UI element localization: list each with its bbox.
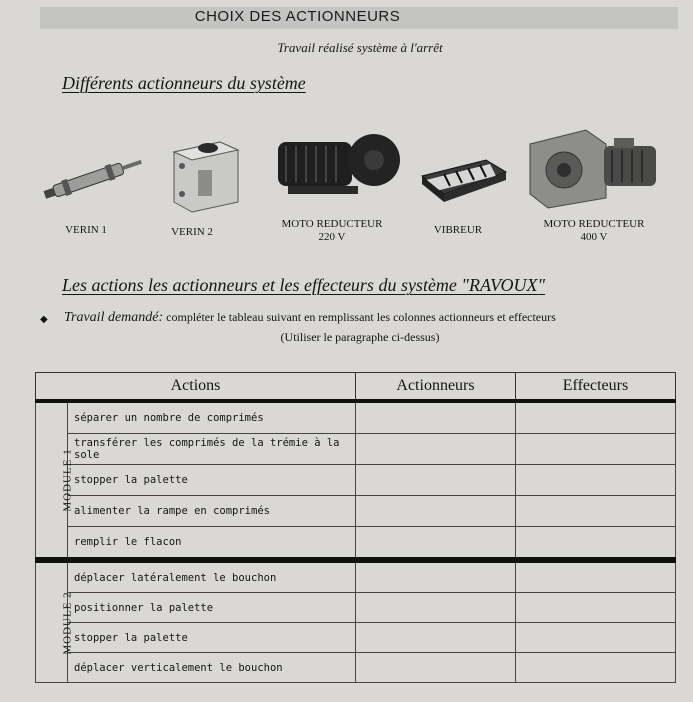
effecteur-input-cell[interactable] [516, 593, 676, 623]
page-title: CHOIX DES ACTIONNEURS [194, 8, 401, 25]
effecteur-input-cell[interactable] [516, 496, 676, 527]
effecteur-input-cell[interactable] [516, 560, 676, 593]
action-cell: remplir le flacon [68, 527, 356, 561]
table-row [36, 527, 676, 561]
actionneur-input-cell[interactable] [356, 434, 516, 465]
action-cell: alimenter la rampe en comprimés [68, 496, 356, 527]
actuator-label-motoreducteur-220 [262, 218, 402, 244]
actuator-voltage: 220 V [318, 231, 346, 243]
actuator-label-motoreducteur-400 [524, 218, 664, 244]
module-1-cell [36, 401, 74, 560]
table-row [36, 465, 676, 496]
actuator-label-verin-1: VERIN 1 [65, 224, 107, 236]
section-heading-actuators: Différents actionneurs du système [62, 73, 306, 93]
table-row [36, 653, 676, 683]
gear-motor-icon [270, 132, 406, 202]
action-cell: stopper la palette [68, 623, 356, 653]
action-cell: positionner la palette [68, 593, 356, 623]
actuator-label-verin-2: VERIN 2 [171, 226, 213, 238]
effecteur-input-cell[interactable] [516, 465, 676, 496]
header-actionneurs: Actionneurs [356, 373, 516, 402]
gear-motor-400-icon [526, 124, 660, 210]
task-instruction: (Utiliser le paragraphe ci-dessus) [280, 330, 440, 344]
actionneur-input-cell[interactable] [356, 401, 516, 434]
actionneur-input-cell[interactable] [356, 623, 516, 653]
action-cell: transférer les comprimés de la trémie à la sole [68, 434, 356, 465]
task-lead: Travail demandé: [64, 310, 164, 325]
table-row [36, 401, 676, 434]
action-cell: déplacer verticalement le bouchon [68, 653, 356, 683]
vibrator-icon [416, 154, 510, 204]
module-2-cell [36, 560, 74, 683]
actionneur-input-cell[interactable] [356, 496, 516, 527]
table-row [36, 434, 676, 465]
actions-table [35, 372, 676, 683]
cylinder-icon [38, 152, 150, 204]
compact-cylinder-icon [170, 136, 242, 214]
table-row [36, 623, 676, 653]
actionneur-input-cell[interactable] [356, 593, 516, 623]
page-subtitle: Travail réalisé système à l'arrêt [277, 40, 443, 55]
task-statement [64, 310, 684, 326]
header-effecteurs: Effecteurs [516, 373, 676, 402]
actuator-name: MOTO REDUCTEUR [281, 218, 383, 230]
action-cell: stopper la palette [68, 465, 356, 496]
header-actions: Actions [36, 373, 356, 402]
bullet-icon: ◆ [40, 314, 48, 325]
effecteur-input-cell[interactable] [516, 434, 676, 465]
actuator-label-vibreur: VIBREUR [433, 224, 483, 236]
effecteur-input-cell[interactable] [516, 527, 676, 561]
action-cell: déplacer latéralement le bouchon [68, 560, 356, 593]
table-row [36, 560, 676, 593]
effecteur-input-cell[interactable] [516, 401, 676, 434]
section-heading-ravoux: Les actions les actionneurs et les effecteurs du système "RAVOUX" [62, 275, 546, 295]
actionneur-input-cell[interactable] [356, 653, 516, 683]
effecteur-input-cell[interactable] [516, 623, 676, 653]
actuator-name: MOTO REDUCTEUR [543, 218, 645, 230]
module-1-label: MODULE 1 [61, 448, 74, 512]
actionneur-input-cell[interactable] [356, 465, 516, 496]
module-2-label: MODULE 2 [61, 590, 74, 655]
task-text: compléter le tableau suivant en remplissant les colonnes actionneurs et effecteurs [166, 310, 556, 324]
actionneur-input-cell[interactable] [356, 560, 516, 593]
action-cell: séparer un nombre de comprimés [68, 401, 356, 434]
effecteur-input-cell[interactable] [516, 653, 676, 683]
actionneur-input-cell[interactable] [356, 527, 516, 561]
actuator-voltage: 400 V [580, 231, 608, 243]
table-row [36, 593, 676, 623]
table-row [36, 496, 676, 527]
